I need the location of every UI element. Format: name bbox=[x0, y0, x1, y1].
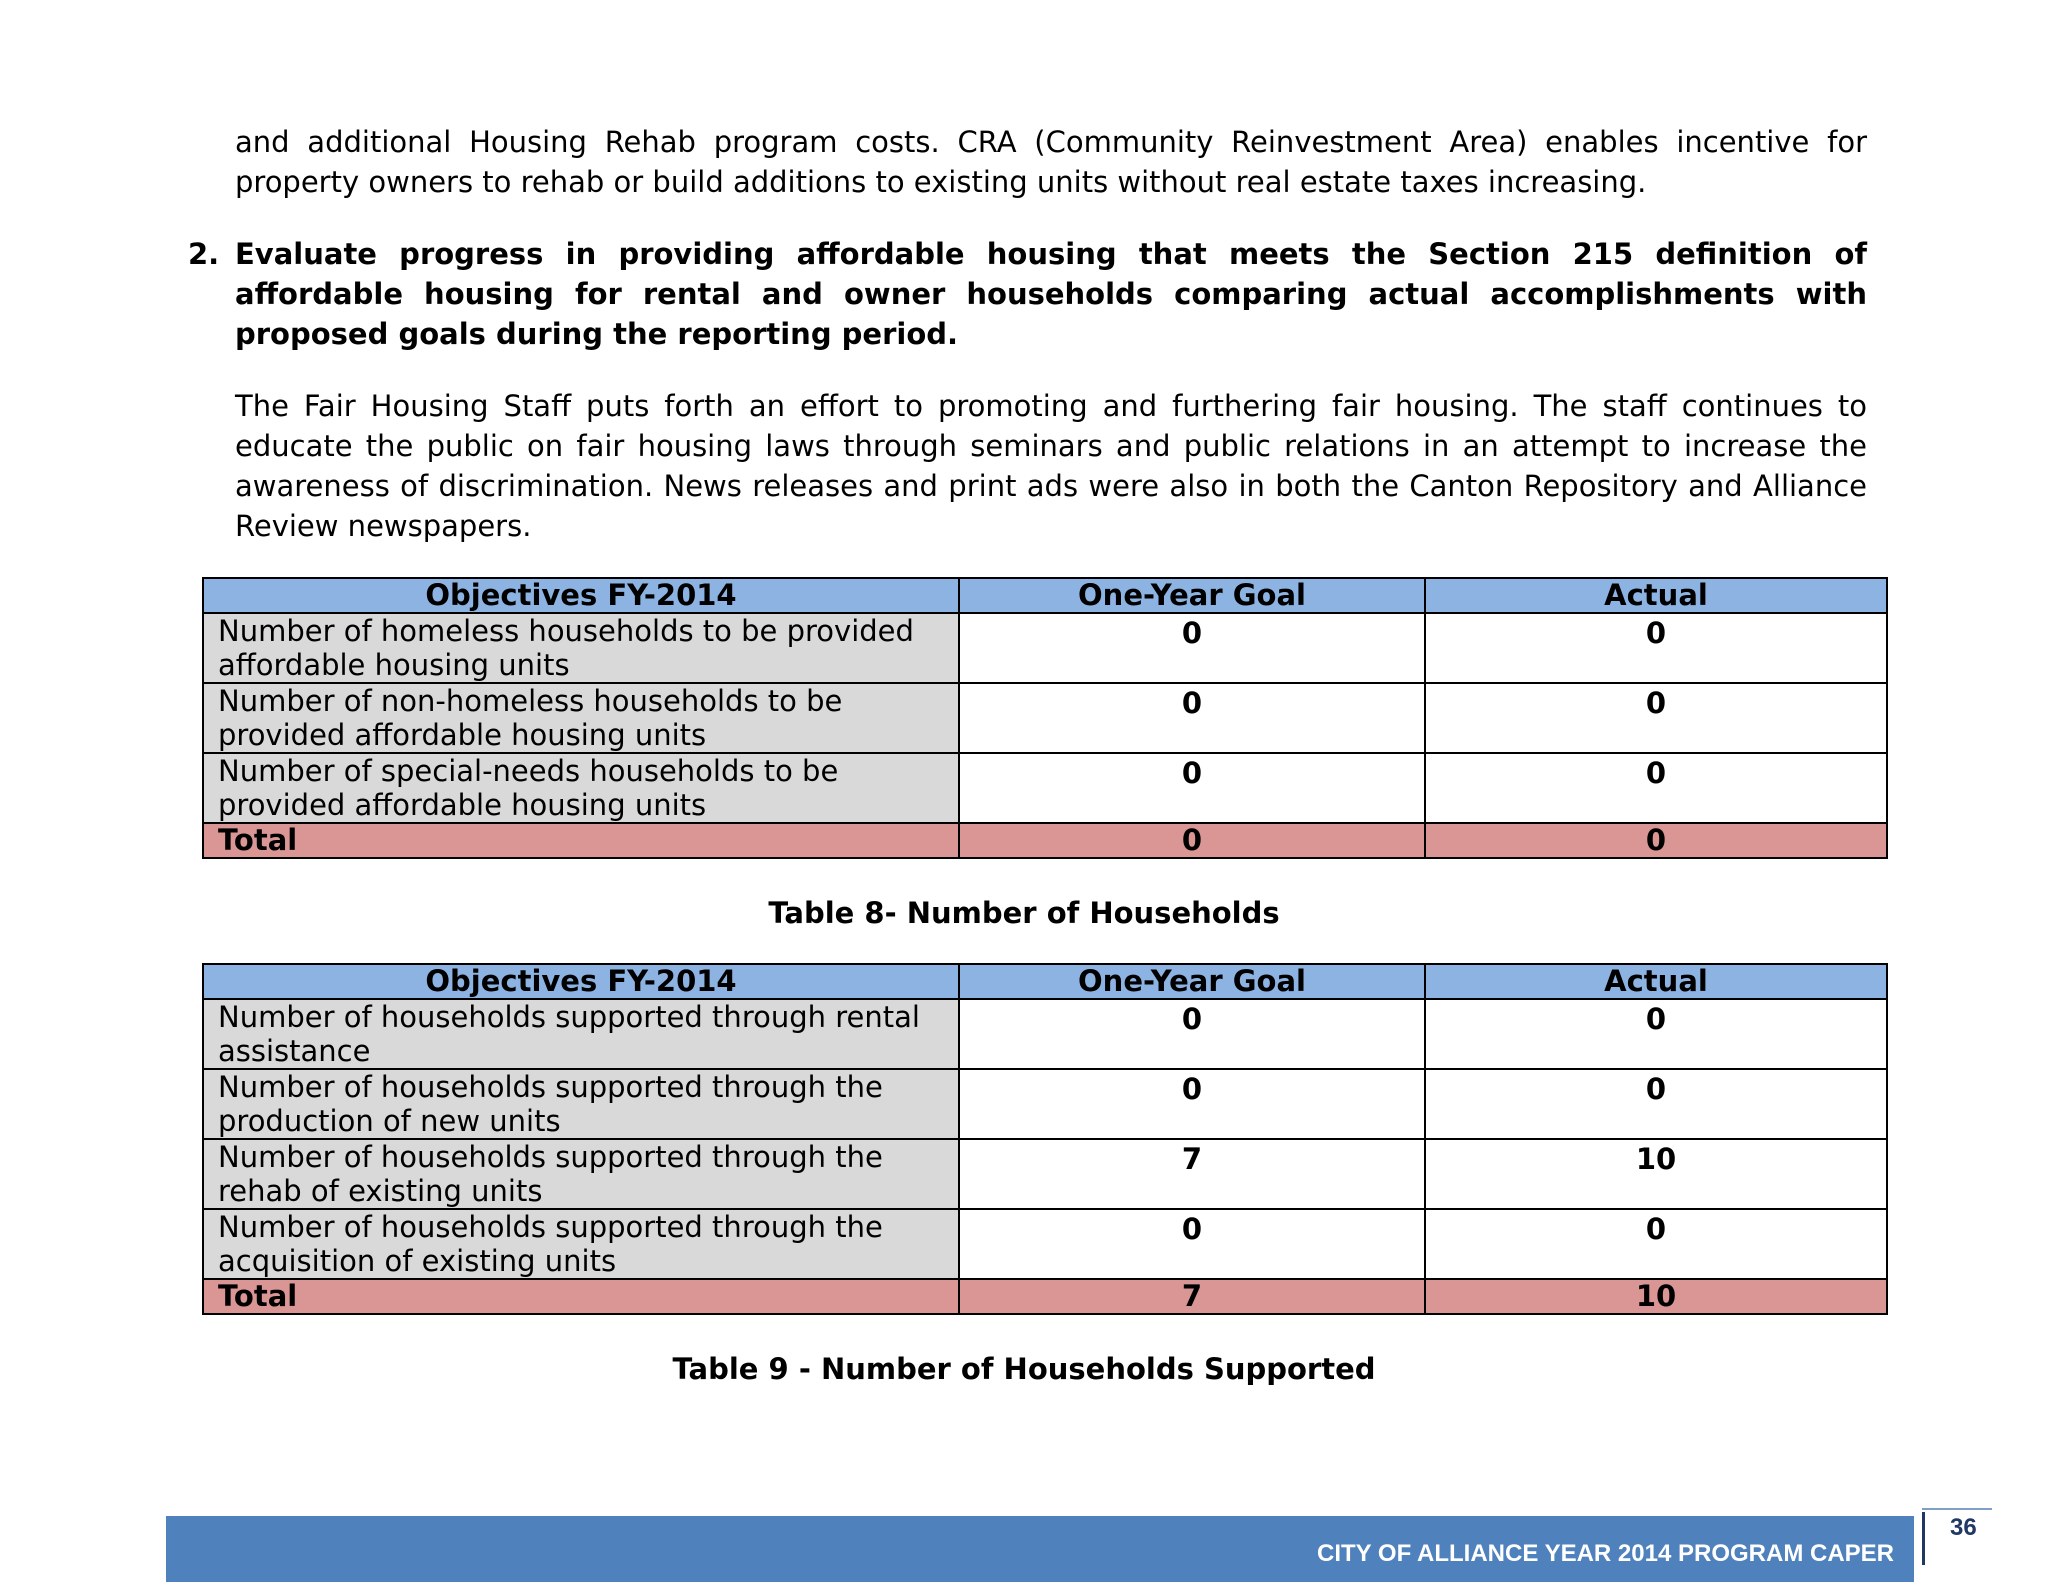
table-8-caption: Table 8- Number of Households bbox=[768, 896, 1280, 930]
header-goal: One-Year Goal bbox=[959, 578, 1425, 613]
header-objectives: Objectives FY-2014 bbox=[203, 964, 959, 999]
table-row bbox=[203, 999, 1887, 1069]
row-label: Number of special-needs households to be provided affordable housing units bbox=[203, 753, 959, 823]
table-9-caption: Table 9 - Number of Households Supported bbox=[672, 1352, 1376, 1386]
question-number: 2. bbox=[188, 237, 220, 271]
row-goal: 0 bbox=[959, 999, 1425, 1069]
total-goal: 7 bbox=[959, 1279, 1425, 1314]
page-number-divider bbox=[1922, 1512, 1925, 1565]
table-row bbox=[203, 1209, 1887, 1279]
table-8-households bbox=[202, 577, 1888, 859]
header-objectives: Objectives FY-2014 bbox=[203, 578, 959, 613]
answer-paragraph: The Fair Housing Staff puts forth an effort to promoting and furthering fair housing. The staff continues to educate the public on fair housing laws through seminars and public relations in an attempt to increase the awareness of discrimination. News releases and print ads were also in both the Canton Repository and Alliance Review newspapers. bbox=[235, 389, 1867, 543]
continuation-paragraph: and additional Housing Rehab program costs. CRA (Community Reinvestment Area) enables incentive for property owners to rehab or build additions to existing units without real estate taxes increasing. bbox=[235, 125, 1867, 199]
total-label: Total bbox=[203, 823, 959, 858]
row-goal: 0 bbox=[959, 613, 1425, 683]
row-actual: 0 bbox=[1425, 613, 1887, 683]
table-row bbox=[203, 1069, 1887, 1139]
row-goal: 0 bbox=[959, 753, 1425, 823]
total-actual: 0 bbox=[1425, 823, 1887, 858]
row-label: Number of non-homeless households to be provided affordable housing units bbox=[203, 683, 959, 753]
row-actual: 0 bbox=[1425, 683, 1887, 753]
total-actual: 10 bbox=[1425, 1279, 1887, 1314]
row-label: Number of homeless households to be provided affordable housing units bbox=[203, 613, 959, 683]
table-header-row bbox=[203, 964, 1887, 999]
header-actual: Actual bbox=[1425, 964, 1887, 999]
row-actual: 0 bbox=[1425, 1209, 1887, 1279]
row-label: Number of households supported through the production of new units bbox=[203, 1069, 959, 1139]
table-header-row bbox=[203, 578, 1887, 613]
row-goal: 0 bbox=[959, 1209, 1425, 1279]
total-label: Total bbox=[203, 1279, 959, 1314]
page-number-rule bbox=[1922, 1508, 1992, 1510]
row-actual: 0 bbox=[1425, 753, 1887, 823]
table-row bbox=[203, 613, 1887, 683]
header-actual: Actual bbox=[1425, 578, 1887, 613]
row-actual: 0 bbox=[1425, 999, 1887, 1069]
row-actual: 0 bbox=[1425, 1069, 1887, 1139]
table-9-households-supported bbox=[202, 963, 1888, 1315]
total-row bbox=[203, 1279, 1887, 1314]
question-heading: Evaluate progress in providing affordable housing that meets the Section 215 definition of affordable housing for rental and owner households comparing actual accomplishments with proposed goals during the reporting period. bbox=[235, 237, 1867, 351]
row-goal: 0 bbox=[959, 1069, 1425, 1139]
row-goal: 7 bbox=[959, 1139, 1425, 1209]
row-label: Number of households supported through rental assistance bbox=[203, 999, 959, 1069]
total-goal: 0 bbox=[959, 823, 1425, 858]
header-goal: One-Year Goal bbox=[959, 964, 1425, 999]
row-label: Number of households supported through the rehab of existing units bbox=[203, 1139, 959, 1209]
total-row bbox=[203, 823, 1887, 858]
table-row bbox=[203, 753, 1887, 823]
row-actual: 10 bbox=[1425, 1139, 1887, 1209]
table-row bbox=[203, 1139, 1887, 1209]
page-number: 36 bbox=[1950, 1514, 1977, 1541]
row-goal: 0 bbox=[959, 683, 1425, 753]
table-row bbox=[203, 683, 1887, 753]
row-label: Number of households supported through the acquisition of existing units bbox=[203, 1209, 959, 1279]
footer-title: CITY OF ALLIANCE YEAR 2014 PROGRAM CAPER bbox=[1317, 1540, 1894, 1567]
footer-bar bbox=[166, 1516, 1914, 1582]
